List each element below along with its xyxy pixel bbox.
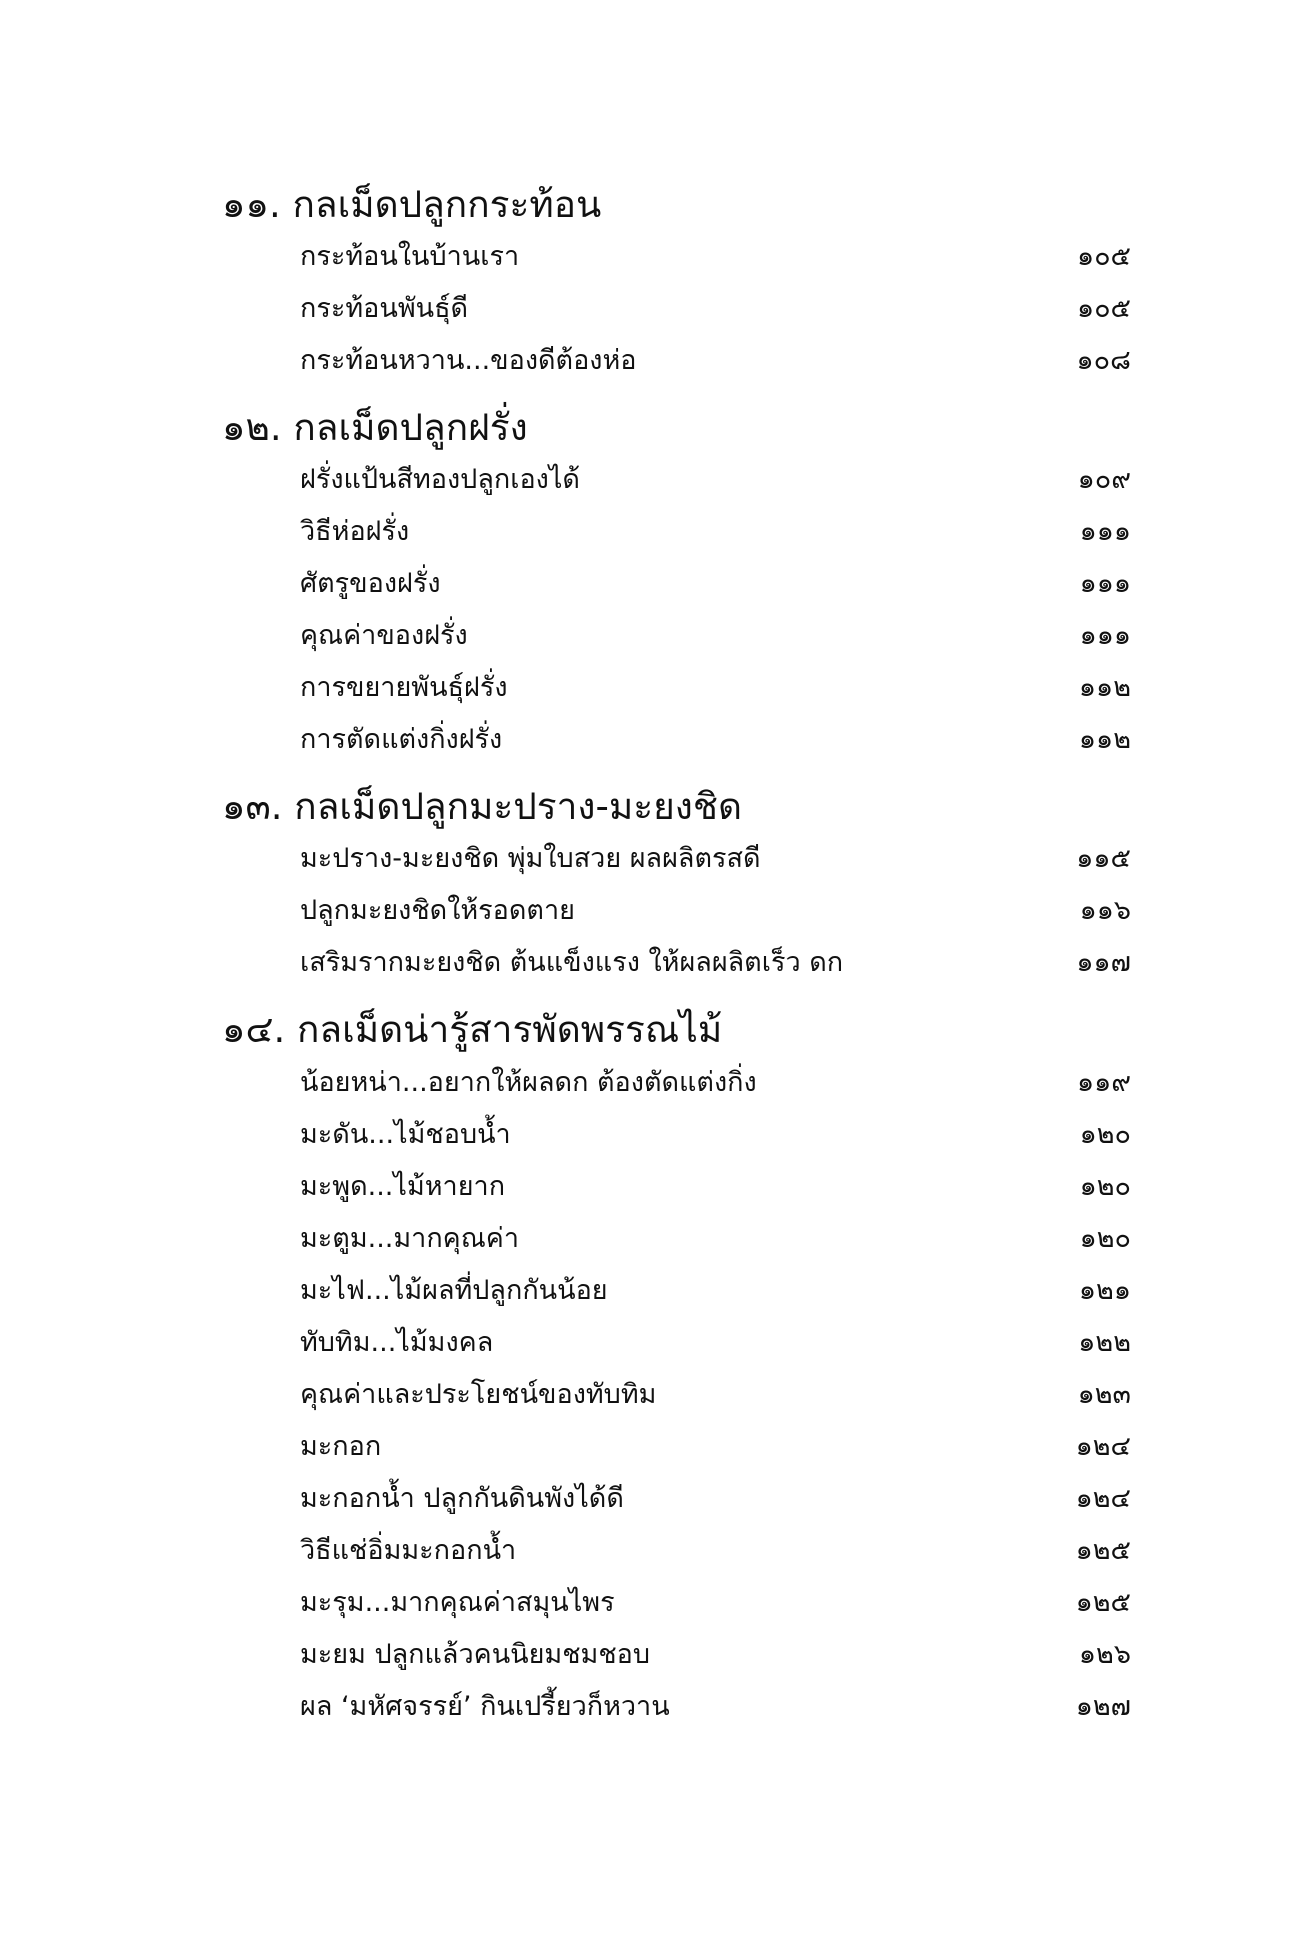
entry-page-number: ๑๒๐ bbox=[1079, 1223, 1131, 1254]
chapter-title: ๑๓. กลเม็ดปลูกมะปราง-มะยงชิด bbox=[222, 785, 742, 828]
entry-title: มะดัน...ไม้ชอบน้ำ bbox=[300, 1119, 511, 1150]
entry-title: กระท้อนพันธุ์ดี bbox=[300, 293, 469, 324]
entry-title: กระท้อนในบ้านเรา bbox=[300, 241, 520, 272]
entry-page-number: ๑๒๐ bbox=[1079, 1171, 1131, 1202]
entry-title: คุณค่าของฝรั่ง bbox=[300, 620, 468, 651]
entry-title: มะรุม...มากคุณค่าสมุนไพร bbox=[300, 1587, 615, 1618]
entry-page-number: ๑๐๙ bbox=[1077, 464, 1131, 495]
entry-page-number: ๑๒๖ bbox=[1078, 1639, 1131, 1670]
entry-title: วิธีแช่อิ่มมะกอกน้ำ bbox=[300, 1535, 517, 1566]
entry-page-number: ๑๒๑ bbox=[1078, 1275, 1131, 1306]
entry-title: ปลูกมะยงชิดให้รอดตาย bbox=[300, 895, 575, 926]
entry-title: การขยายพันธุ์ฝรั่ง bbox=[300, 672, 508, 703]
entry-page-number: ๑๑๒ bbox=[1078, 724, 1131, 755]
entry-page-number: ๑๒๗ bbox=[1075, 1691, 1131, 1722]
entry-title: ทับทิม...ไม้มงคล bbox=[300, 1327, 494, 1358]
entry-page-number: ๑๐๕ bbox=[1076, 293, 1131, 324]
entry-title: มะกอก bbox=[300, 1431, 382, 1462]
entry-page-number: ๑๒๒ bbox=[1078, 1327, 1131, 1358]
entry-title: วิธีห่อฝรั่ง bbox=[300, 516, 410, 547]
entry-page-number: ๑๑๙ bbox=[1076, 1067, 1131, 1098]
entry-page-number: ๑๑๑ bbox=[1079, 620, 1131, 651]
entry-title: ผล ‘มหัศจรรย์’ กินเปรี้ยวก็หวาน bbox=[300, 1691, 670, 1722]
entry-page-number: ๑๐๘ bbox=[1076, 345, 1131, 376]
entry-page-number: ๑๒๔ bbox=[1075, 1483, 1131, 1514]
entry-page-number: ๑๒๓ bbox=[1077, 1379, 1131, 1410]
entry-page-number: ๑๑๕ bbox=[1076, 843, 1131, 874]
entry-page-number: ๑๒๕ bbox=[1075, 1535, 1131, 1566]
entry-title: มะปราง-มะยงชิด พุ่มใบสวย ผลผลิตรสดี bbox=[300, 843, 761, 874]
entry-page-number: ๑๒๔ bbox=[1075, 1431, 1131, 1462]
entry-title: มะพูด...ไม้หายาก bbox=[300, 1171, 506, 1202]
chapter-title: ๑๑. กลเม็ดปลูกกระท้อน bbox=[222, 183, 602, 226]
entry-title: มะตูม...มากคุณค่า bbox=[300, 1223, 520, 1254]
entry-page-number: ๑๑๑ bbox=[1079, 568, 1131, 599]
entry-page-number: ๑๑๖ bbox=[1079, 895, 1131, 926]
chapter-title: ๑๒. กลเม็ดปลูกฝรั่ง bbox=[222, 406, 528, 449]
chapter-title: ๑๔. กลเม็ดน่ารู้สารพัดพรรณไม้ bbox=[222, 1008, 723, 1051]
entry-page-number: ๑๒๐ bbox=[1079, 1119, 1131, 1150]
entry-title: มะยม ปลูกแล้วคนนิยมชมชอบ bbox=[300, 1639, 651, 1670]
entry-title: เสริมรากมะยงชิด ต้นแข็งแรง ให้ผลผลิตเร็ว ดก bbox=[300, 947, 844, 978]
entry-page-number: ๑๑๗ bbox=[1076, 947, 1131, 978]
entry-title: คุณค่าและประโยชน์ของทับทิม bbox=[300, 1379, 657, 1410]
entry-title: การตัดแต่งกิ่งฝรั่ง bbox=[300, 724, 503, 755]
entry-title: มะกอกน้ำ ปลูกกันดินพังได้ดี bbox=[300, 1483, 624, 1514]
entry-title: น้อยหน่า...อยากให้ผลดก ต้องตัดแต่งกิ่ง bbox=[300, 1067, 757, 1098]
entry-title: มะไฟ...ไม้ผลที่ปลูกกันน้อย bbox=[300, 1275, 608, 1306]
entry-title: กระท้อนหวาน...ของดีต้องห่อ bbox=[300, 345, 637, 376]
entry-page-number: ๑๐๕ bbox=[1076, 241, 1131, 272]
entry-page-number: ๑๒๕ bbox=[1075, 1587, 1131, 1618]
entry-title: ฝรั่งแป้นสีทองปลูกเองได้ bbox=[300, 464, 580, 495]
entry-page-number: ๑๑๒ bbox=[1078, 672, 1131, 703]
entry-page-number: ๑๑๑ bbox=[1079, 516, 1131, 547]
entry-title: ศัตรูของฝรั่ง bbox=[300, 568, 441, 599]
